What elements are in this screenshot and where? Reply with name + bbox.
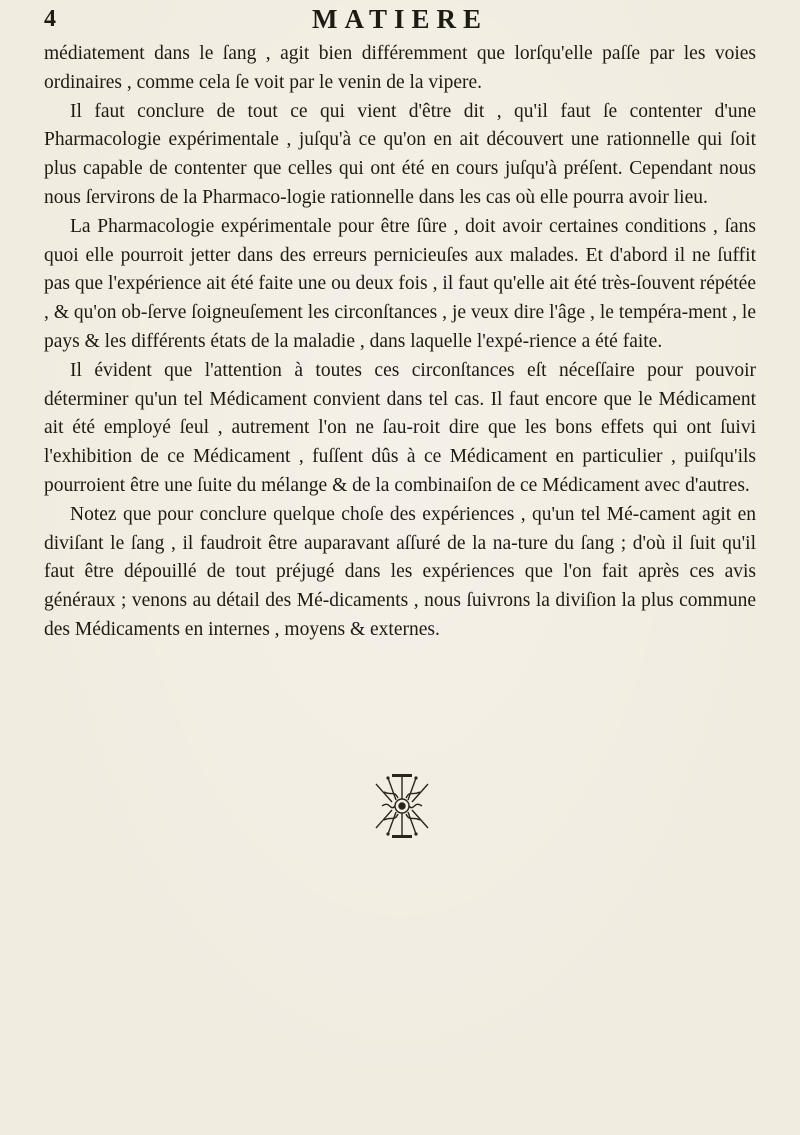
page-header bbox=[44, 4, 756, 38]
running-head: MATIERE bbox=[311, 4, 488, 34]
paragraph-5: Notez que pour conclure quelque choſe des expériences , qu'un tel Mé-cament agit en diviſant le ſang , il faudroit être auparavant aſſuré de la na-ture du ſang ; d'où il ſuit qu'il faut être dépouillé de tout préjugé dans les expériences que l'on fait après ces avis généraux ; venons au détail des Mé-dicaments , nous ſuivrons la diviſion la plus commune des Médicaments en internes , moyens & externes. bbox=[44, 503, 756, 640]
body-text bbox=[44, 40, 756, 645]
paragraph-1: médiatement dans le ſang , agit bien différemment que lorſqu'elle paſſe par les voies ordinaires , comme cela ſe voit par le venin de la vipere. bbox=[44, 43, 756, 93]
paragraph-3: La Pharmacologie expérimentale pour être ſûre , doit avoir certaines conditions , ſans quoi elle pourroit jetter dans des erreurs pernicieuſes aux malades. Et d'abord il ne ſuffit pas que l'expérience ait été faite une ou deux fois , il faut qu'elle ait été très-ſouvent répétée , & qu'on ob-ſerve ſoigneuſement les circonſtances , je veux dire l'âge , le tempéra-ment , le pays & les différents états de la maladie , dans laquelle l'expé-rience a été faite. bbox=[44, 215, 756, 352]
page-number: 4 bbox=[44, 6, 56, 32]
paragraph-2: Il faut conclure de tout ce qui vient d'être dit , qu'il faut ſe contenter d'une Pharmacologie expérimentale , juſqu'à ce qu'on en ait découvert une rationnelle qui ſoit plus capable de contenter que celles qui ont été en cours juſqu'à préſent. Cependant nous nous ſervirons de la Pharmaco-logie rationnelle dans les cas où elle pourra avoir lieu. bbox=[44, 100, 756, 208]
paragraph-4: Il évident que l'attention à toutes ces circonſtances eſt néceſſaire pour pouvoir déterminer qu'un tel Médicament convient dans tel cas. Il faut encore que le Médicament ait été employé ſeul , autrement l'on ne ſau-roit dire que les bons effets qui ont ſuivi l'exhibition de ce Médicament , fuſſent dûs à ce Médicament en particulier , puiſqu'ils pourroient être une ſuite du mélange & de la combinaiſon de ce Médicament avec d'autres. bbox=[44, 359, 756, 496]
printers-ornament-icon bbox=[362, 770, 442, 842]
